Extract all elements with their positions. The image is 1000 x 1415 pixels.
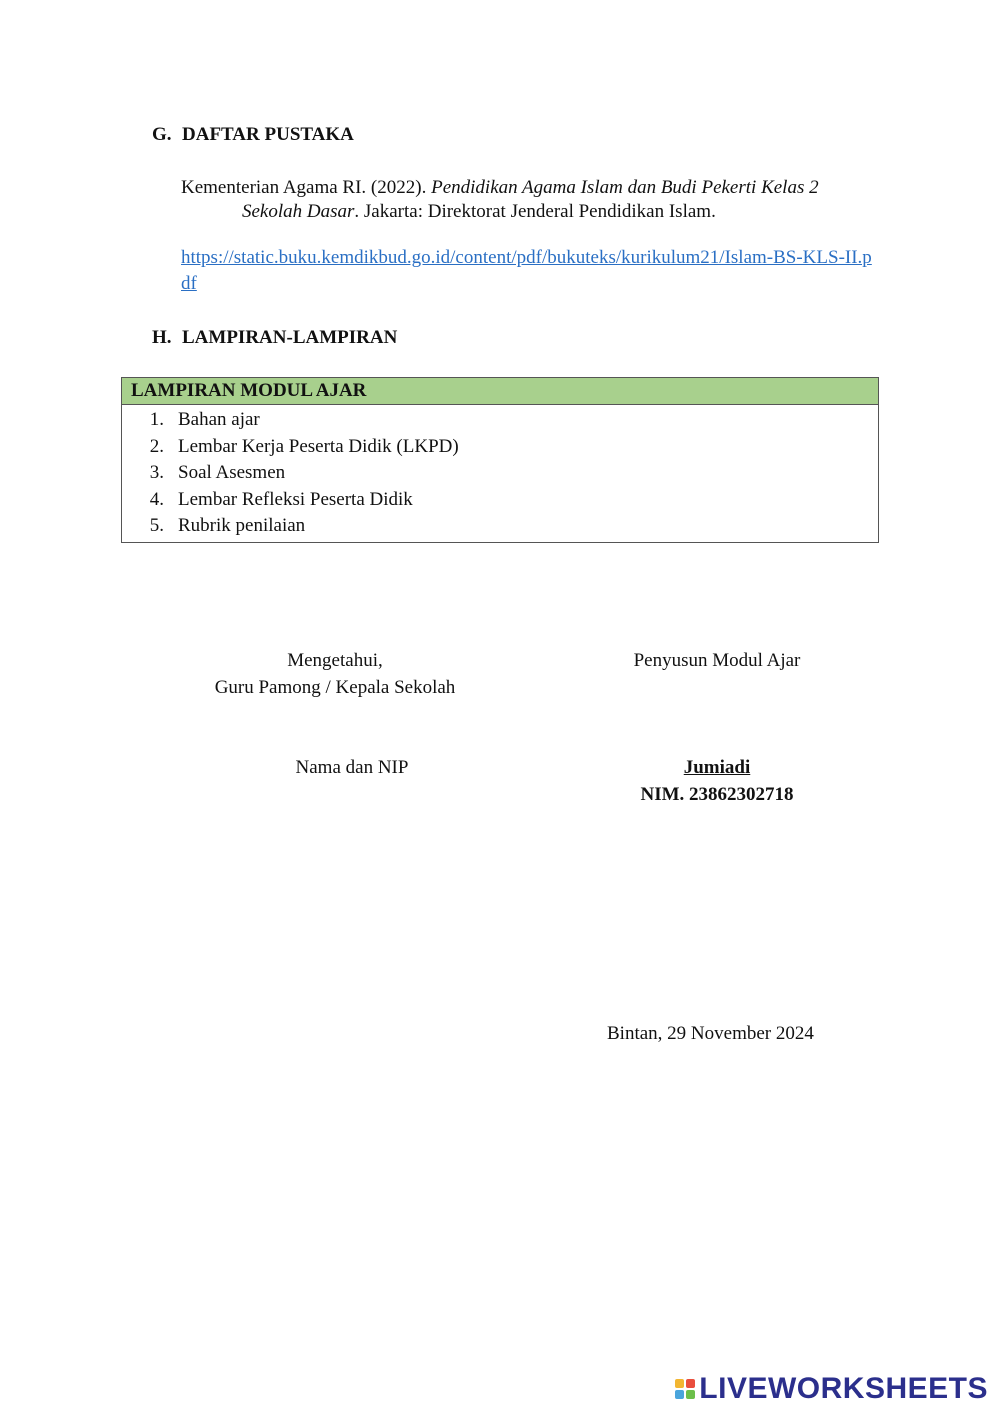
list-item-label: Bahan ajar [178, 409, 260, 430]
place-date: Bintan, 29 November 2024 [607, 1023, 814, 1044]
signature-left-line1: Mengetahui, [287, 650, 383, 671]
list-item [122, 434, 878, 461]
list-item-number: 1. [149, 409, 164, 430]
signature-right-nim: NIM. 23862302718 [640, 784, 794, 805]
liveworksheets-logo [675, 1373, 988, 1405]
list-item-number: 5. [149, 515, 164, 536]
signature-left-name: Nama dan NIP [295, 757, 409, 778]
list-item [122, 487, 878, 514]
reference-publisher: . Jakarta: Direktorat Jenderal Pendidikan Islam. [354, 201, 716, 222]
section-h-number: H. [152, 327, 172, 348]
reference-entry [181, 176, 881, 224]
list-item-number: 4. [149, 488, 164, 510]
lampiran-list [122, 405, 878, 542]
list-item-label: Lembar Refleksi Peserta Didik [178, 488, 413, 510]
list-item-number: 2. [149, 435, 164, 457]
signature-left-line2: Guru Pamong / Kepala Sekolah [214, 677, 456, 698]
reference-book-title-1: Pendidikan Agama Islam dan Budi Pekerti Kelas 2 [431, 177, 819, 198]
list-item [122, 513, 878, 540]
reference-book-title-2: Sekolah Dasar [242, 201, 355, 222]
signature-left-heading [185, 647, 485, 701]
signature-right-block [567, 754, 867, 808]
list-item-label: Soal Asesmen [178, 462, 286, 483]
reference-authors-year: Kementerian Agama RI. (2022). [181, 177, 432, 198]
section-g-number: G. [152, 124, 172, 145]
lampiran-table [121, 377, 879, 543]
list-item-label: Rubrik penilaian [178, 515, 306, 536]
reference-link[interactable]: https://static.buku.kemdikbud.go.id/content/pdf/bukuteks/kurikulum21/Islam-BS-KLS-II.pdf [181, 247, 872, 294]
lampiran-table-header: LAMPIRAN MODUL AJAR [122, 378, 878, 405]
section-g-heading [152, 123, 354, 147]
list-item [122, 460, 878, 487]
section-g-title: DAFTAR PUSTAKA [182, 124, 354, 145]
list-item-label: Lembar Kerja Peserta Didik (LKPD) [178, 435, 459, 457]
list-item-number: 3. [149, 462, 164, 483]
list-item [122, 407, 878, 434]
liveworksheets-logo-text: LIVEWORKSHEETS [699, 1372, 988, 1405]
section-h-title: LAMPIRAN-LAMPIRAN [182, 327, 398, 348]
signature-right-heading: Penyusun Modul Ajar [633, 650, 801, 671]
section-h-heading [152, 326, 397, 350]
signature-right-name: Jumiadi [683, 757, 751, 778]
liveworksheets-logo-icon [675, 1379, 695, 1399]
